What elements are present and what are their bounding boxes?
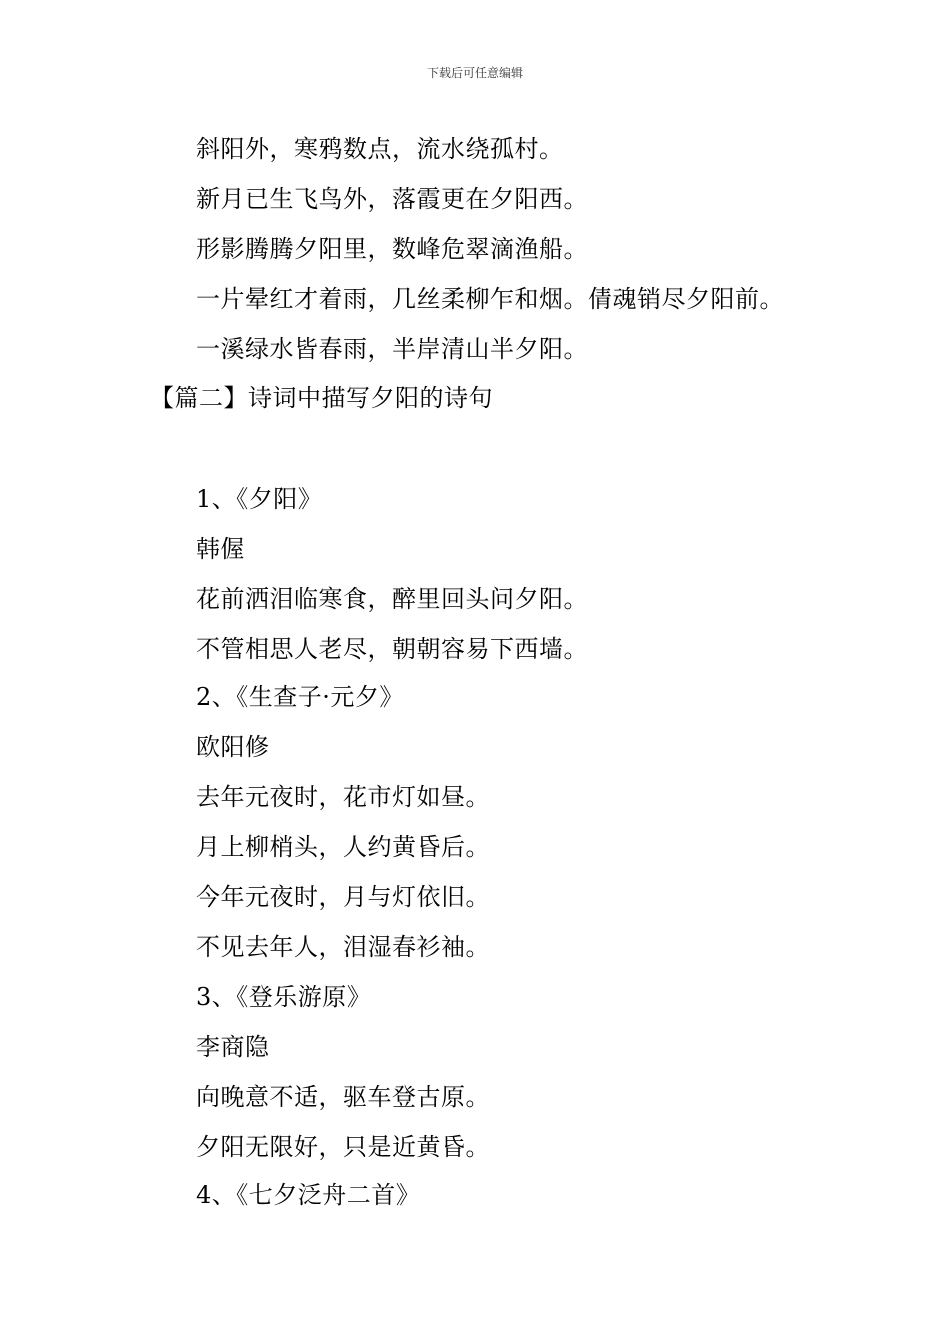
poem-verse: 向晚意不适，驱车登古原。: [196, 1083, 490, 1111]
text-line: 斜阳外，寒鸦数点，流水绕孤村。: [196, 135, 564, 163]
poem-verse: 不见去年人，泪湿春衫袖。: [196, 933, 490, 961]
text-line: 形影腾腾夕阳里，数峰危翠滴渔船。: [196, 235, 588, 263]
text-line: 新月已生飞鸟外，落霞更在夕阳西。: [196, 185, 588, 213]
poem-title: 3、《登乐游原》: [196, 983, 372, 1011]
section-heading: 【篇二】诗词中描写夕阳的诗句: [150, 384, 493, 412]
poem-author: 韩偓: [196, 535, 245, 563]
poem-verse: 花前洒泪临寒食，醉里回头问夕阳。: [196, 585, 588, 613]
poem-verse: 去年元夜时，花市灯如昼。: [196, 783, 490, 811]
poem-verse: 不管相思人老尽，朝朝容易下西墙。: [196, 635, 588, 663]
poem-verse: 月上柳梢头，人约黄昏后。: [196, 833, 490, 861]
text-line: 一片晕红才着雨，几丝柔柳乍和烟。倩魂销尽夕阳前。: [196, 285, 784, 313]
poem-author: 欧阳修: [196, 733, 270, 761]
page-header-note: 下载后可任意编辑: [426, 66, 523, 80]
poem-verse: 夕阳无限好，只是近黄昏。: [196, 1133, 490, 1161]
poem-title: 2、《生查子·元夕》: [196, 683, 404, 711]
poem-verse: 今年元夜时，月与灯依旧。: [196, 883, 490, 911]
poem-author: 李商隐: [196, 1033, 270, 1061]
poem-title: 4、《七夕泛舟二首》: [196, 1181, 421, 1209]
text-line: 一溪绿水皆春雨，半岸清山半夕阳。: [196, 335, 588, 363]
poem-title: 1、《夕阳》: [196, 485, 323, 513]
